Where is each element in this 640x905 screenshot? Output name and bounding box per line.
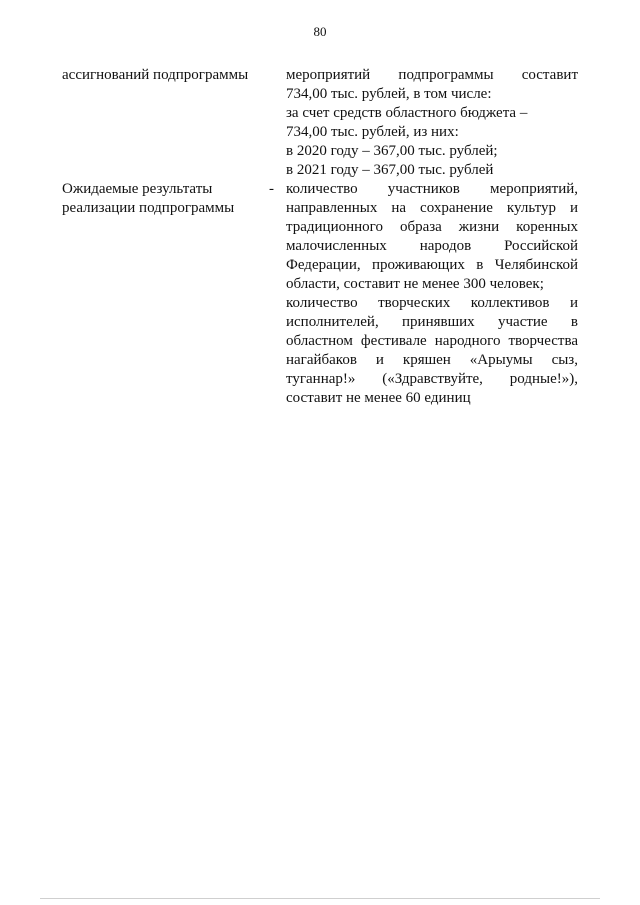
- page-number: 80: [313, 24, 327, 39]
- expected-results-content: [286, 180, 578, 408]
- content-line: областном фестивале народного творчества: [286, 333, 578, 349]
- content-line: туганнар!» («Здравствуйте, родные!»),: [286, 371, 578, 387]
- content-line: исполнителей, принявших участие в: [286, 314, 578, 330]
- content-line: 734,00 тыс. рублей, в том числе:: [286, 86, 492, 102]
- content-line: малочисленных народов Российской: [286, 238, 578, 254]
- expected-results-label: [62, 180, 262, 218]
- content-line: в 2020 году – 367,00 тыс. рублей;: [286, 143, 498, 159]
- content-line: составит не менее 60 единиц: [286, 390, 471, 406]
- content-line: количество творческих коллективов и: [286, 295, 578, 311]
- content-line: количество участников мероприятий,: [286, 181, 578, 197]
- content-line: направленных на сохранение культур и: [286, 200, 578, 216]
- label-line: Ожидаемые результаты: [62, 181, 213, 197]
- content-line: традиционного образа жизни коренных: [286, 219, 578, 235]
- label-line: ассигнований подпрограммы: [62, 67, 249, 83]
- funding-content: [286, 66, 578, 180]
- content-line: нагайбаков и кряшен «Арыумы сыз,: [286, 352, 578, 368]
- page-bottom-rule: [40, 898, 600, 899]
- content-line: 734,00 тыс. рублей, из них:: [286, 124, 459, 140]
- content-line: в 2021 году – 367,00 тыс. рублей: [286, 162, 494, 178]
- content-line: Федерации, проживающих в Челябинской: [286, 257, 578, 273]
- row-dash: -: [269, 181, 274, 197]
- funding-label: [62, 66, 262, 85]
- content-line: за счет средств областного бюджета –: [286, 105, 528, 121]
- content-line: области, составит не менее 300 человек;: [286, 276, 544, 292]
- content-line: мероприятий подпрограммы составит: [286, 67, 578, 83]
- label-line: реализации подпрограммы: [62, 200, 235, 216]
